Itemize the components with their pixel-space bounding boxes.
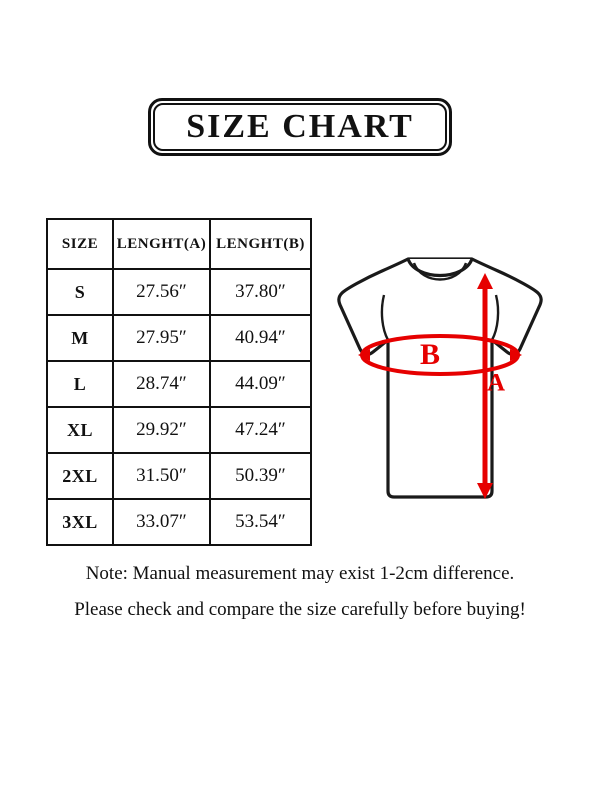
column-header-length-a: LENGHT(A) — [113, 219, 210, 269]
cell-length-b: 53.54″ — [210, 499, 311, 545]
measure-b-label: B — [419, 337, 441, 371]
column-header-size: SIZE — [47, 219, 113, 269]
size-chart-table — [46, 218, 312, 546]
notes-block — [0, 556, 600, 628]
tshirt-icon — [339, 259, 541, 497]
cell-length-a: 33.07″ — [113, 499, 210, 545]
tshirt-diagram — [330, 245, 550, 520]
note-line-2: Please check and compare the size carefully before buying! — [74, 599, 526, 620]
cell-size: XL — [47, 407, 113, 453]
table-row — [47, 269, 311, 315]
cell-size: 2XL — [47, 453, 113, 499]
cell-length-b: 44.09″ — [210, 361, 311, 407]
cell-length-b: 47.24″ — [210, 407, 311, 453]
cell-length-a: 29.92″ — [113, 407, 210, 453]
cell-length-a: 27.95″ — [113, 315, 210, 361]
column-header-length-b: LENGHT(B) — [210, 219, 311, 269]
cell-size: M — [47, 315, 113, 361]
cell-length-a: 28.74″ — [113, 361, 210, 407]
cell-size: L — [47, 361, 113, 407]
cell-length-b: 37.80″ — [210, 269, 311, 315]
cell-length-a: 27.56″ — [113, 269, 210, 315]
page-title: SIZE CHART — [186, 108, 414, 145]
table-header-row — [47, 219, 311, 269]
table-row — [47, 407, 311, 453]
cell-length-b: 50.39″ — [210, 453, 311, 499]
note-line-1: Note: Manual measurement may exist 1-2cm difference. — [85, 563, 515, 584]
table-row — [47, 361, 311, 407]
title-inner-border — [153, 103, 447, 151]
table-row — [47, 499, 311, 545]
cell-length-b: 40.94″ — [210, 315, 311, 361]
cell-size: S — [47, 269, 113, 315]
table-row — [47, 453, 311, 499]
measure-a-label: A — [487, 369, 506, 397]
cell-length-a: 31.50″ — [113, 453, 210, 499]
title-banner — [148, 98, 452, 156]
cell-size: 3XL — [47, 499, 113, 545]
table-row — [47, 315, 311, 361]
